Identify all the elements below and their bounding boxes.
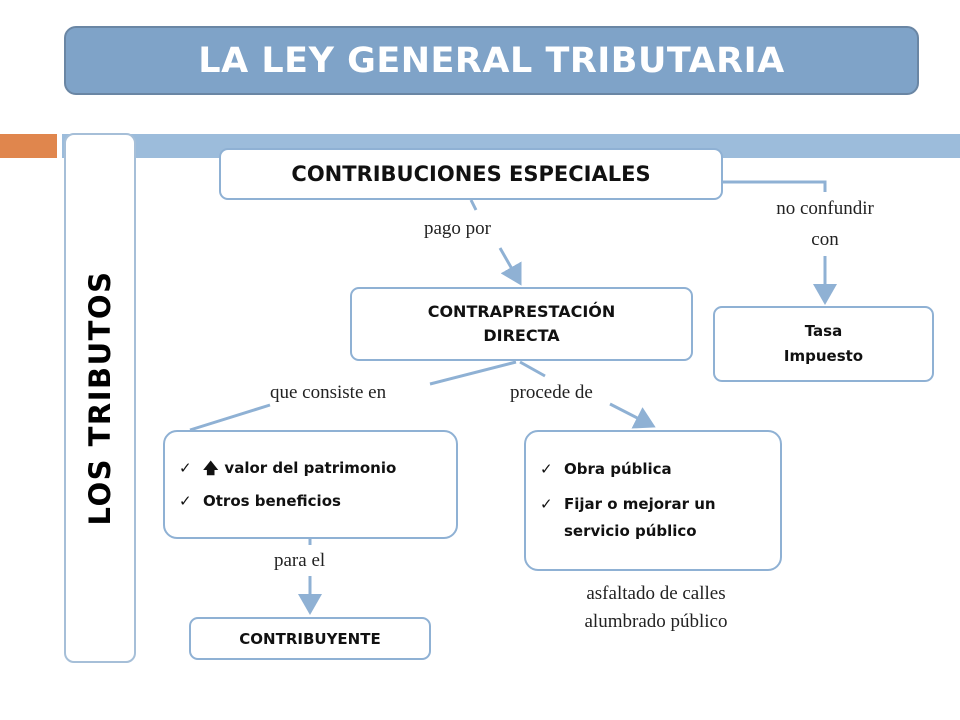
node-contraprestacion-line1: CONTRAPRESTACIÓN [427,302,616,321]
obra-item-label: Obra pública [564,460,672,478]
no-confundir-line1: no confundir [776,198,874,219]
check-icon: ✓ [540,495,553,513]
list-item [540,456,672,483]
valor-item-label: valor del patrimonio [224,458,397,477]
up-arrow-icon: 🡅 [203,458,219,477]
beneficios-item-label: Otros beneficios [203,491,341,510]
servicio-line2: servicio público [564,522,697,540]
page-title: LA LEY GENERAL TRIBUTARIA [198,40,785,81]
list-item [179,455,396,482]
node-contribuyente [189,617,431,660]
list-item [540,491,716,545]
no-confundir-line2: con [811,229,839,250]
check-icon: ✓ [179,458,192,477]
servicio-item-label [564,491,716,545]
check-icon: ✓ [540,460,553,478]
edge-label-pago-por: pago por [424,218,492,239]
connector-pago-por [471,200,520,283]
node-contribuciones-label: CONTRIBUCIONES ESPECIALES [291,162,651,186]
node-contribuyente-label: CONTRIBUYENTE [239,629,381,648]
servicio-line1: Fijar o mejorar un [564,495,716,513]
node-impuesto-label: Impuesto [783,347,864,365]
example-alumbrado: alumbrado público [584,611,728,632]
examples-note [540,580,772,636]
node-contraprestacion [350,287,693,361]
edge-label-para-el: para el [274,550,326,571]
side-label: LOS TRIBUTOS [83,270,117,526]
node-tasa-impuesto [713,306,934,382]
edge-label-no-confundir [750,193,900,255]
node-tasa-label: Tasa [804,322,843,340]
edge-label-procede-de: procede de [510,382,593,403]
node-contraprestacion-line2: DIRECTA [483,326,560,345]
list-item [179,488,341,515]
node-obra-publica [524,430,782,571]
check-icon: ✓ [179,491,192,510]
node-valor-patrimonio [163,430,458,539]
example-asfaltado: asfaltado de calles [586,583,726,604]
node-contribuciones-especiales [219,148,723,200]
edge-label-que-consiste: que consiste en [270,382,387,403]
